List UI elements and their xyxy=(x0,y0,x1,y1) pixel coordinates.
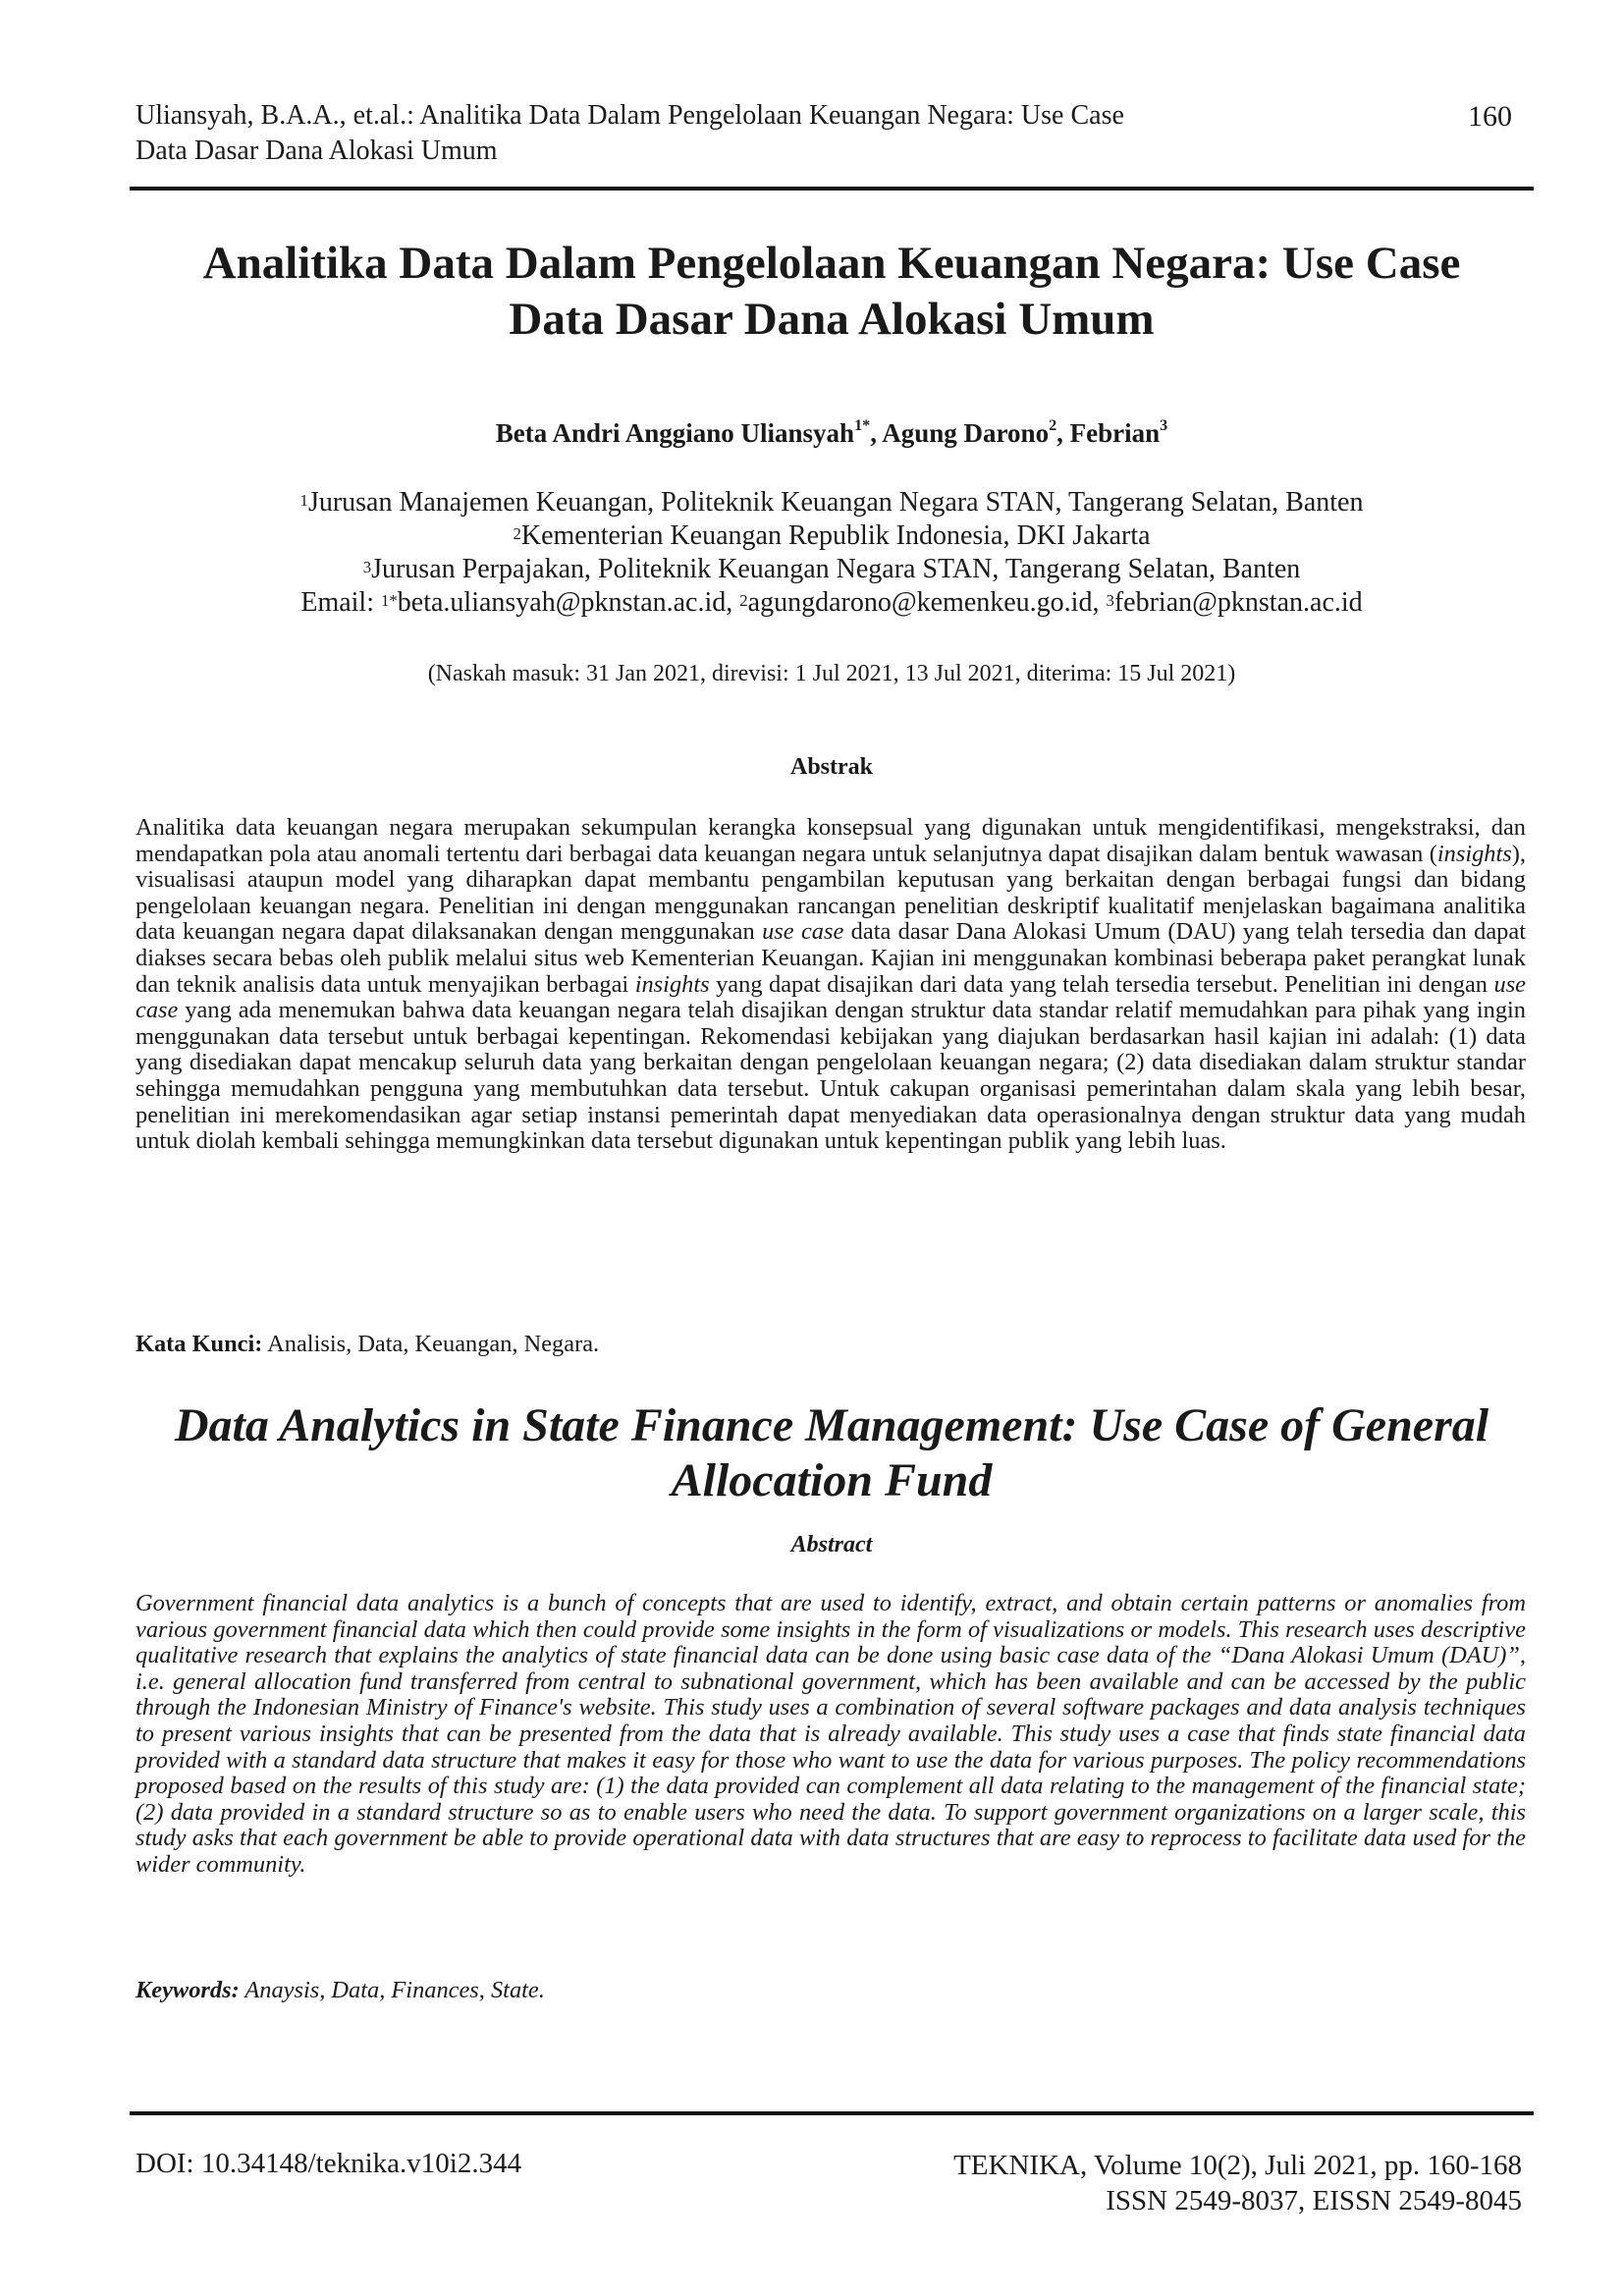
abstract-heading: Abstract xyxy=(790,1532,873,1558)
abstrak-emphasis: insights xyxy=(634,970,710,998)
english-title xyxy=(130,1398,1534,1508)
author-affiliation-mark: 2 xyxy=(1049,416,1057,434)
affiliation-mark: 2 xyxy=(513,524,521,543)
email-label: Email: xyxy=(300,587,381,618)
affiliation-mark: 3 xyxy=(362,558,372,576)
abstrak-text: data dasar Dana Alokasi Umum (DAU) yang telah tersedia dan dapat diakses secara bebas oleh publik melalui situs web Kementerian Keuangan. Kajian ini menggunakan kombinasi beberapa paket perangkat lunak dan teknik analisis data untuk menyajikan berbagai xyxy=(135,918,1526,998)
keywords xyxy=(135,1977,1526,2004)
email-address[interactable]: beta.uliansyah@pknstan.ac.id, xyxy=(397,587,740,618)
abstrak-emphasis: insights xyxy=(1436,840,1512,867)
english-title-line1: Data Analytics in State Finance Management: Use Case of General xyxy=(174,1399,1489,1451)
journal-citation: TEKNIKA, Volume 10(2), Juli 2021, pp. 160-168 xyxy=(953,2150,1522,2181)
kata-kunci xyxy=(135,1331,1526,1358)
abstrak-text: yang ada menemukan bahwa data keuangan negara telah disajikan dengan struktur data standar relatif memudahkan para pihak yang ingin menggunakan data tersebut untuk berbagai kepentingan. Rekomendasi kebijakan yang diajukan berdasarkan hasil kajian ini adalah: (1) data yang disediakan dapat mencakup seluruh data yang berkaitan dengan pengelolaan keuangan negara; (2) data disediakan dalam struktur standar sehingga memudahkan pengguna yang membutuhkan data tersebut. Untuk cakupan organisasi pemerintahan dalam skala yang lebih besar, penelitian ini merekomendasikan agar setiap instansi pemerintah dapat menyediakan data operasionalnya dengan struktur data yang mudah untuk diolah kembali sehingga memungkinkan data tersebut digunakan untuk kepentingan publik yang lebih luas. xyxy=(135,997,1526,1155)
abstrak-body xyxy=(135,815,1526,1155)
keywords-value: Anaysis, Data, Finances, State. xyxy=(239,1977,545,2003)
abstrak-emphasis: use case xyxy=(135,970,1527,1024)
running-header-line1: Uliansyah, B.A.A., et.al.: Analitika Data Dalam Pengelolaan Keuangan Negara: Use Case xyxy=(135,100,1124,131)
affiliation-2 xyxy=(130,519,1534,553)
abstrak-text: yang dapat disajikan dari data yang telah tersedia tersebut. Penelitian ini dengan xyxy=(709,970,1494,998)
journal-info xyxy=(844,2148,1522,2218)
header-rule xyxy=(130,187,1534,191)
email-mark: 3 xyxy=(1106,591,1114,610)
english-title-line2: Allocation Fund xyxy=(671,1454,993,1506)
keywords-label: Keywords: xyxy=(135,1977,240,2003)
footer-rule xyxy=(130,2111,1534,2115)
abstract-body: Government financial data analytics is a bunch of concepts that are used to identify, extract, and obtain certain patterns or anomalies from various government financial data which then could provide some insights in the form of visualizations or models. This research uses descriptive qualitative research that explains the analytics of state financial data can be done using basic case data of the “Dana Alokasi Umum (DAU)”, i.e. general allocation fund transferred from central to subnational government, which has been available and can be accessed by the public through the Indonesian Ministry of Finance's website. This study uses a combination of several software packages and data analysis techniques to present various insights that can be presented from the data that is already available. This study uses a case that finds state financial data provided with a standard data structure that makes it easy for those who want to use the data for various purposes. The policy recommendations proposed based on the results of this study are: (1) the data provided can complement all data relating to the management of the financial state; (2) data provided in a standard structure so as to enable users who need the data. To support government organizations on a larger scale, this study asks that each government be able to provide operational data with data structures that are easy to reprocess to facilitate data used for the wider community. xyxy=(135,1590,1526,1878)
abstrak-text: Analitika data keuangan negara merupakan sekumpulan kerangka konsepsual yang digunakan untuk mengidentifikasi, mengekstraksi, dan mendapatkan pola atau anomali tertentu dari berbagai data keuangan negara untuk selanjutnya dapat disajikan dalam bentuk wawasan ( xyxy=(135,814,1526,867)
kata-kunci-label: Kata Kunci: xyxy=(135,1331,263,1357)
affiliation-3 xyxy=(130,553,1534,586)
author-name: Febrian xyxy=(1069,418,1161,448)
abstrak-text: ), visualisasi ataupun model yang diharapkan dapat membantu pengambilan keputusan yang berkaitan dengan berbagai fungsi dan bidang pengelolaan keuangan negara. Penelitian ini dengan menggunakan rancangan penelitian deskriptif kualitatif menjelaskan bagaimana analitika data keuangan negara dapat dilaksanakan dengan menggunakan xyxy=(135,840,1526,946)
email-mark: 1* xyxy=(381,591,398,610)
page-number: 160 xyxy=(1468,100,1512,133)
email-mark: 2 xyxy=(739,591,748,610)
affiliation-text: Jurusan Perpajakan, Politeknik Keuangan Negara STAN, Tangerang Selatan, Banten xyxy=(371,554,1301,584)
email-address[interactable]: febrian@pknstan.ac.id xyxy=(1113,587,1363,618)
author-separator: , xyxy=(1056,418,1070,448)
author-name: Beta Andri Anggiano Uliansyah xyxy=(495,418,855,448)
running-header xyxy=(135,98,1353,169)
affiliation-text: Kementerian Keuangan Republik Indonesia, DKI Jakarta xyxy=(520,520,1151,551)
abstrak-emphasis: use case xyxy=(762,918,844,946)
affiliation-1 xyxy=(130,486,1534,519)
journal-issn: ISSN 2549-8037, EISSN 2549-8045 xyxy=(1106,2185,1522,2216)
email-address[interactable]: agungdarono@kemenkeu.go.id, xyxy=(747,587,1107,618)
author-name: Agung Darono xyxy=(882,418,1050,448)
affiliation-text: Jurusan Manajemen Keuangan, Politeknik Keuangan Negara STAN, Tangerang Selatan, Banten xyxy=(307,487,1364,518)
paper-title-line2: Data Dasar Dana Alokasi Umum xyxy=(509,294,1155,345)
running-header-line2: Data Dasar Dana Alokasi Umum xyxy=(135,136,498,166)
email-line xyxy=(130,586,1534,620)
author-list xyxy=(130,418,1534,449)
author-affiliation-mark: 3 xyxy=(1160,416,1168,434)
paper-title-line1: Analitika Data Dalam Pengelolaan Keuangan Negara: Use Case xyxy=(202,238,1461,289)
kata-kunci-value: Analisis, Data, Keuangan, Negara. xyxy=(262,1331,600,1357)
author-separator: , xyxy=(870,418,883,448)
doi[interactable]: DOI: 10.34148/teknika.v10i2.344 xyxy=(135,2148,522,2179)
paper-title xyxy=(130,236,1534,348)
affiliation-mark: 1 xyxy=(299,491,308,510)
abstrak-heading: Abstrak xyxy=(789,754,873,780)
author-affiliation-mark: 1* xyxy=(854,416,871,434)
submission-dates: (Naskah masuk: 31 Jan 2021, direvisi: 1 Jul 2021, 13 Jul 2021, diterima: 15 Jul 2021) xyxy=(427,661,1236,686)
affiliation-block xyxy=(130,486,1534,620)
